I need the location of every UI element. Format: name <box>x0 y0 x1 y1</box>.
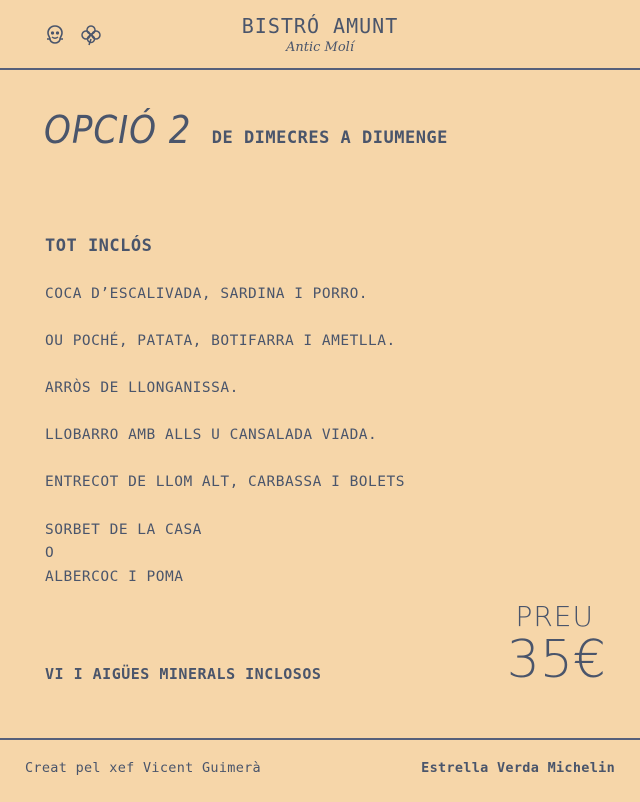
menu-footer <box>0 738 640 802</box>
dish-item: SORBET DE LA CASA <box>45 522 202 538</box>
dish-item: LLOBARRO AMB ALLS U CANSALADA VIADA. <box>45 427 378 443</box>
restaurant-subtitle: Antic Molí <box>285 40 354 55</box>
price-label: PREU <box>515 600 594 633</box>
menu-header <box>0 0 640 70</box>
price-value: 35€ <box>506 630 606 690</box>
dish-item: ENTRECOT DE LLOM ALT, CARBASSA I BOLETS <box>45 474 405 490</box>
dish-item: COCA D’ESCALIVADA, SARDINA I PORRO. <box>45 286 369 302</box>
option-title: OPCIÓ 2 <box>44 108 192 152</box>
dish-item: ARRÒS DE LLONGANISSA. <box>45 380 239 396</box>
chef-credit: Creat pel xef Vicent Guimerà <box>25 760 261 776</box>
restaurant-name: BISTRÓ AMUNT <box>241 14 399 38</box>
award-label: Estrella Verda Michelin <box>421 760 615 776</box>
drinks-included: VI I AIGÜES MINERALS INCLOSOS <box>45 665 322 683</box>
section-title: TOT INCLÓS <box>45 236 153 256</box>
dish-item: O <box>45 545 55 561</box>
option-days: DE DIMECRES A DIUMENGE <box>211 128 448 148</box>
dish-item: OU POCHÉ, PATATA, BOTIFARRA I AMETLLA. <box>45 333 396 349</box>
option-heading <box>44 108 448 152</box>
dish-item: ALBERCOC I POMA <box>45 569 184 585</box>
